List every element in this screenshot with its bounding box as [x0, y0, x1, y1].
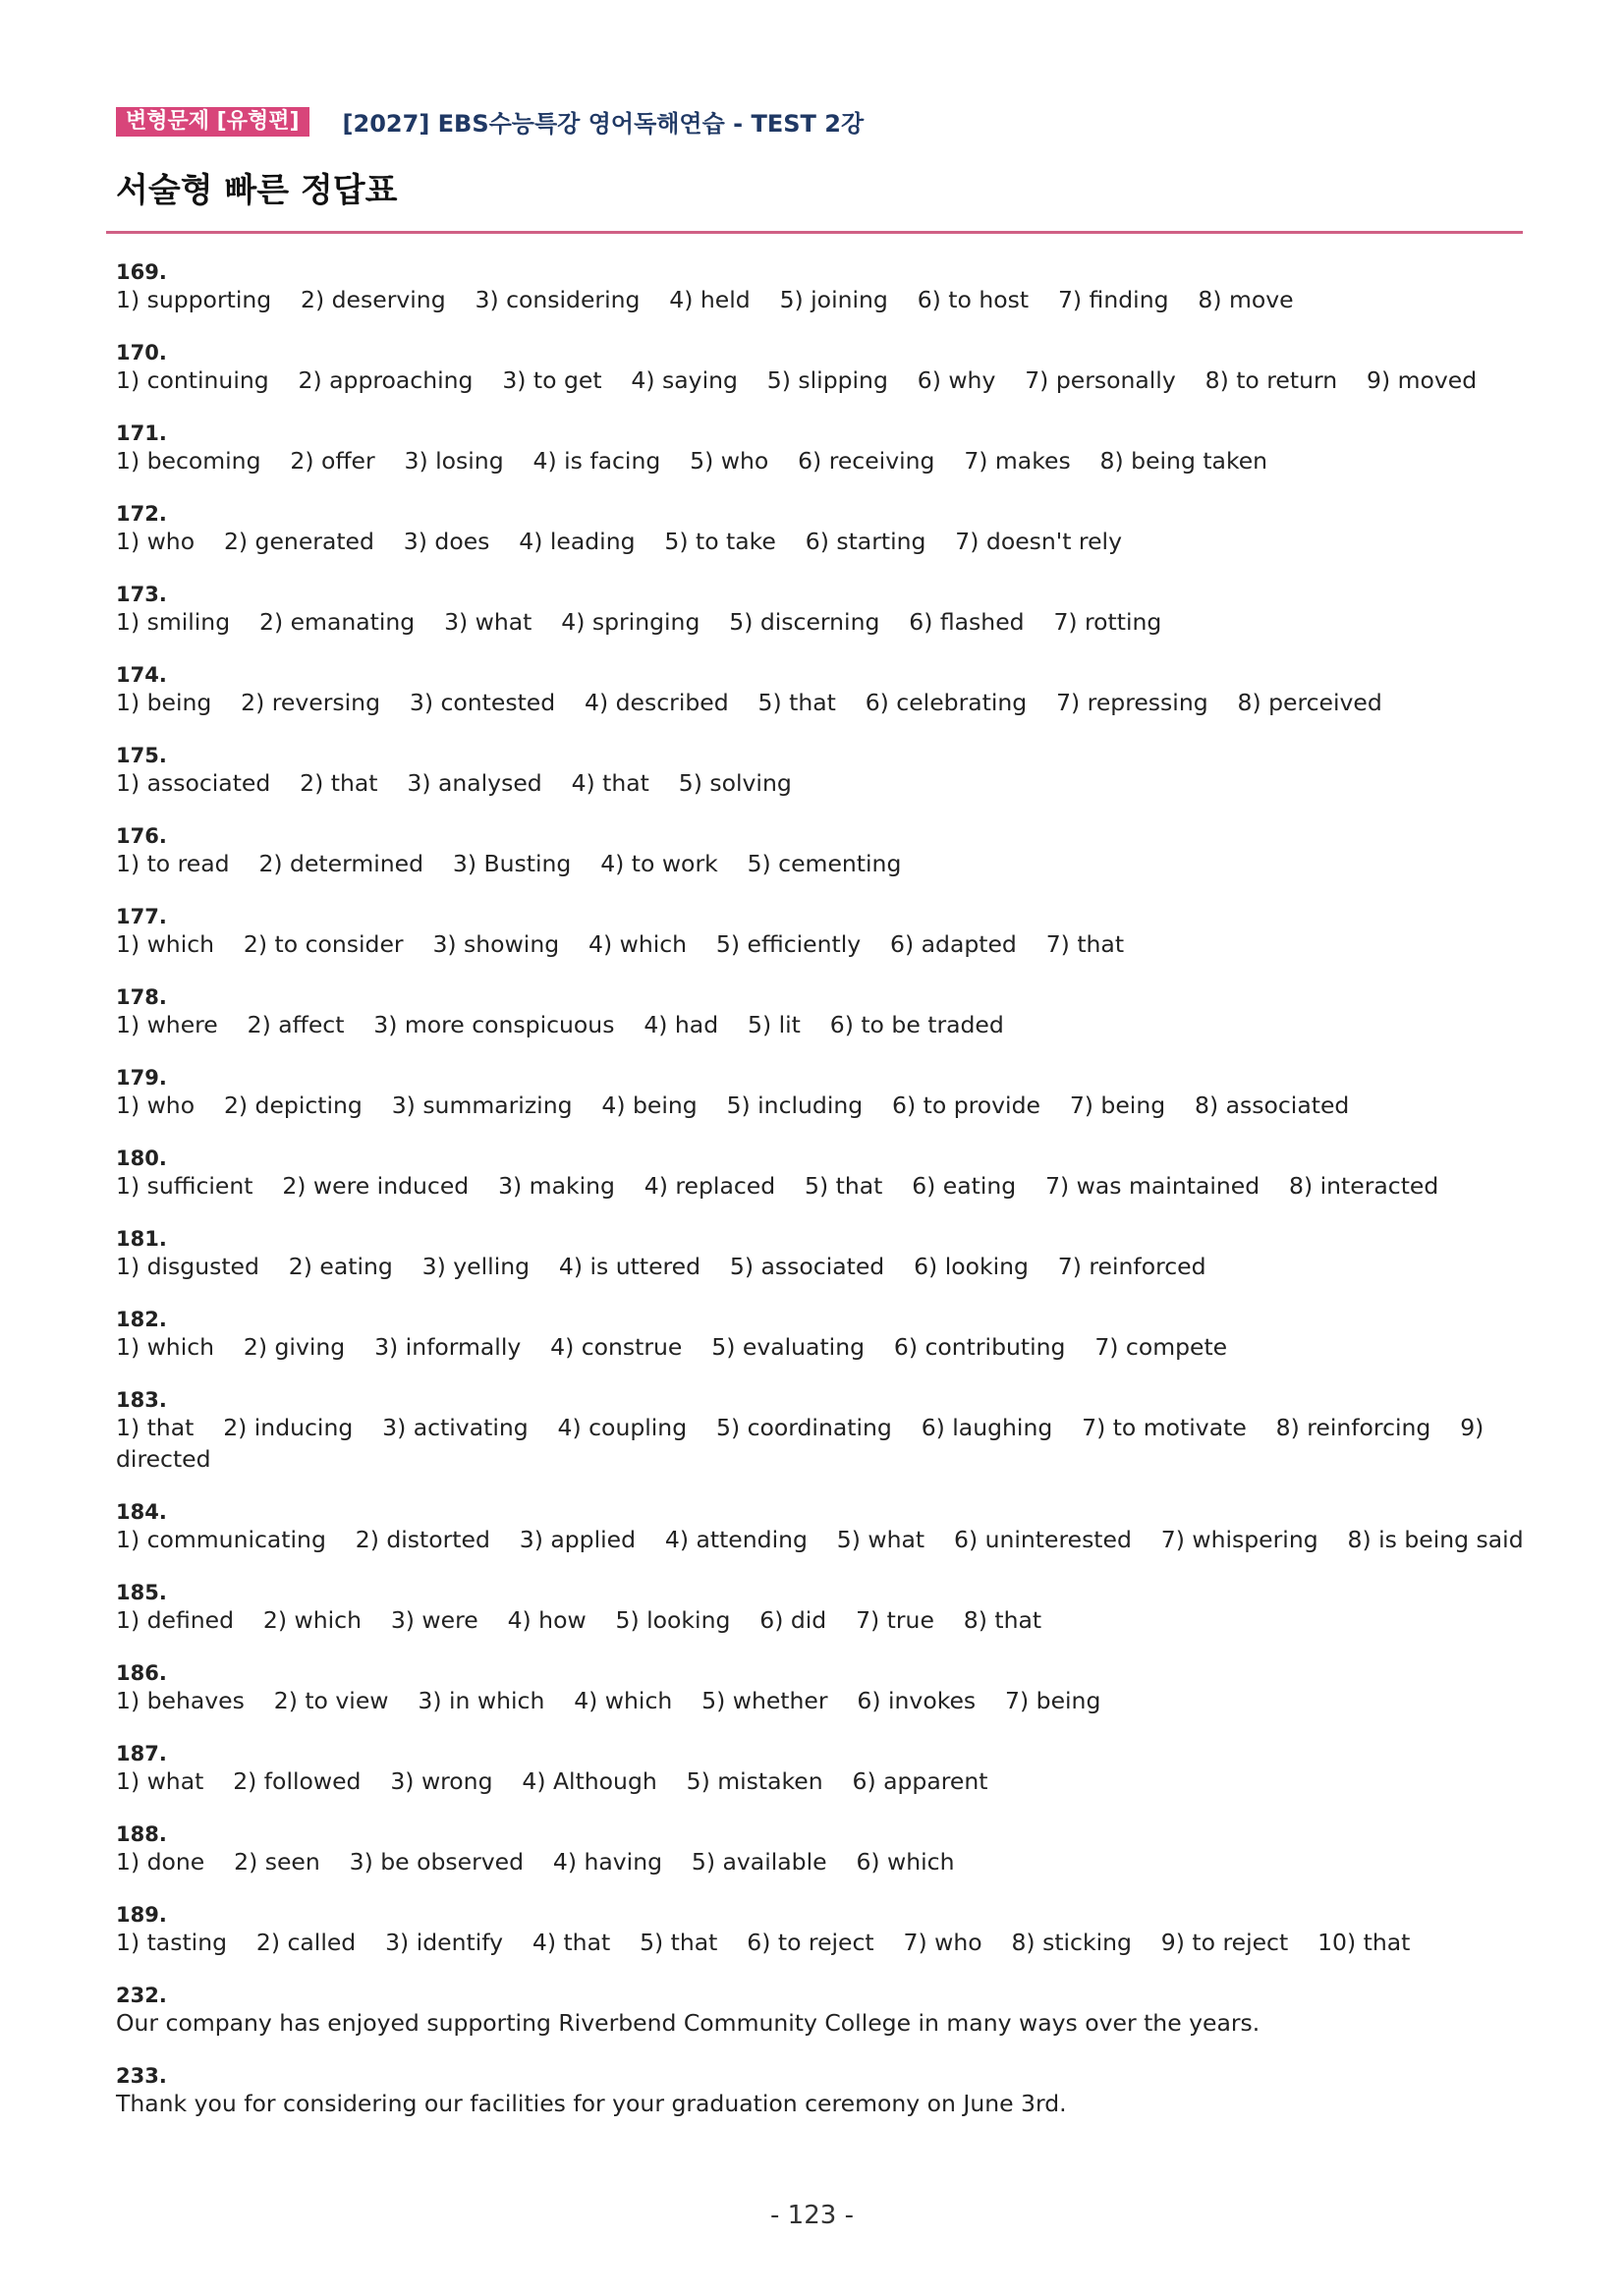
answer-line: 1) which 2) to consider 3) showing 4) which 5) efficiently 6) adapted 7) that: [116, 930, 1125, 958]
question-number: 183.: [116, 1388, 167, 1412]
answer-item: [116, 904, 1521, 959]
question-number: 186.: [116, 1661, 167, 1685]
answer-item: [116, 1580, 1521, 1635]
question-number: 172.: [116, 502, 167, 526]
answer-sentence: Our company has enjoyed supporting Riverbend Community College in many ways over the years.: [116, 2009, 1260, 2037]
question-number: 184.: [116, 1500, 167, 1524]
answer-sentence: Thank you for considering our facilities for your graduation ceremony on June 3rd.: [116, 2090, 1067, 2117]
answer-item: [116, 501, 1521, 556]
question-number: 173.: [116, 583, 167, 606]
answer-line: 1) which 2) giving 3) informally 4) construe 5) evaluating 6) contributing 7) compete: [116, 1333, 1228, 1361]
question-number: 180.: [116, 1147, 167, 1170]
question-number: 188.: [116, 1822, 167, 1846]
answer-item: [116, 420, 1521, 476]
question-number: 189.: [116, 1903, 167, 1927]
answer-line: 1) done 2) seen 3) be observed 4) having 5) available 6) which: [116, 1848, 955, 1876]
page-number: - 123 -: [770, 2201, 854, 2230]
answer-item: [116, 1902, 1521, 1957]
answer-line: 1) smiling 2) emanating 3) what 4) springing 5) discerning 6) flashed 7) rotting: [116, 608, 1162, 636]
answer-line: 1) supporting 2) deserving 3) considering 4) held 5) joining 6) to host 7) finding 8) move: [116, 286, 1294, 313]
answer-line: 1) associated 2) that 3) analysed 4) that 5) solving: [116, 769, 792, 797]
question-number: 181.: [116, 1227, 167, 1251]
answer-item: [116, 582, 1521, 637]
document-title: [2027] EBS수능특강 영어독해연습 - TEST 2강: [342, 110, 865, 138]
answer-item: [116, 1499, 1524, 1554]
question-number: 169.: [116, 260, 167, 284]
answer-item: [116, 340, 1521, 395]
question-number: 174.: [116, 663, 167, 687]
document-header: [116, 104, 864, 139]
answer-list: [116, 259, 1524, 2118]
category-badge: 변형문제 [유형편]: [116, 107, 309, 137]
answer-item: [116, 743, 1521, 798]
question-number: 176.: [116, 824, 167, 848]
answer-line: 1) behaves 2) to view 3) in which 4) which 5) whether 6) invokes 7) being: [116, 1687, 1101, 1714]
answer-line: 1) tasting 2) called 3) identify 4) that 5) that 6) to reject 7) who 8) sticking 9) to reject 10) that: [116, 1929, 1411, 1956]
answer-item: [116, 1741, 1521, 1796]
question-number: 178.: [116, 985, 167, 1009]
answer-continuation: directed: [116, 1445, 211, 1473]
answer-item: [116, 1065, 1521, 1120]
answer-line: 1) disgusted 2) eating 3) yelling 4) is uttered 5) associated 6) looking 7) reinforced: [116, 1253, 1206, 1280]
answer-line: 1) being 2) reversing 3) contested 4) described 5) that 6) celebrating 7) repressing 8) perceived: [116, 689, 1382, 716]
question-number: 171.: [116, 421, 167, 445]
answer-item: [116, 1226, 1521, 1281]
answer-line: 1) that 2) inducing 3) activating 4) coupling 5) coordinating 6) laughing 7) to motivate 8) reinforcing 9): [116, 1414, 1484, 1441]
answer-item: [116, 1387, 1521, 1474]
answer-item: [116, 1146, 1521, 1201]
answer-item: [116, 823, 1521, 878]
answer-line: 1) communicating 2) distorted 3) applied 4) attending 5) what 6) uninterested 7) whispering 8) is being said: [116, 1526, 1524, 1553]
question-number: 175.: [116, 744, 167, 767]
answer-item: [116, 662, 1521, 717]
answer-line: 1) becoming 2) offer 3) losing 4) is facing 5) who 6) receiving 7) makes 8) being taken: [116, 447, 1268, 475]
question-number: 177.: [116, 905, 167, 928]
answer-item: [116, 259, 1521, 314]
answer-line: 1) continuing 2) approaching 3) to get 4) saying 5) slipping 6) why 7) personally 8) to return 9) moved: [116, 366, 1478, 394]
answer-line: 1) sufficient 2) were induced 3) making 4) replaced 5) that 6) eating 7) was maintained 8) interacted: [116, 1172, 1439, 1200]
question-number: 179.: [116, 1066, 167, 1090]
answer-line: 1) where 2) affect 3) more conspicuous 4) had 5) lit 6) to be traded: [116, 1011, 1004, 1038]
answer-line: 1) what 2) followed 3) wrong 4) Although 5) mistaken 6) apparent: [116, 1767, 988, 1795]
answer-item: [116, 1660, 1521, 1715]
question-number: 182.: [116, 1308, 167, 1331]
question-number: 232.: [116, 1984, 167, 2007]
answer-item: [116, 984, 1521, 1039]
page-title: 서술형 빠른 정답표: [116, 171, 398, 210]
answer-line: 1) who 2) generated 3) does 4) leading 5) to take 6) starting 7) doesn't rely: [116, 528, 1122, 555]
question-number: 170.: [116, 341, 167, 364]
answer-item: [116, 1983, 1521, 2038]
question-number: 233.: [116, 2064, 167, 2088]
answer-line: 1) defined 2) which 3) were 4) how 5) looking 6) did 7) true 8) that: [116, 1606, 1042, 1634]
answer-item: [116, 1821, 1521, 1876]
answer-line: 1) who 2) depicting 3) summarizing 4) being 5) including 6) to provide 7) being 8) associated: [116, 1092, 1350, 1119]
answer-item: [116, 1307, 1521, 1362]
header-divider: [106, 231, 1523, 234]
question-number: 187.: [116, 1742, 167, 1765]
question-number: 185.: [116, 1581, 167, 1604]
answer-line: 1) to read 2) determined 3) Busting 4) to work 5) cementing: [116, 850, 902, 877]
answer-item: [116, 2063, 1521, 2118]
